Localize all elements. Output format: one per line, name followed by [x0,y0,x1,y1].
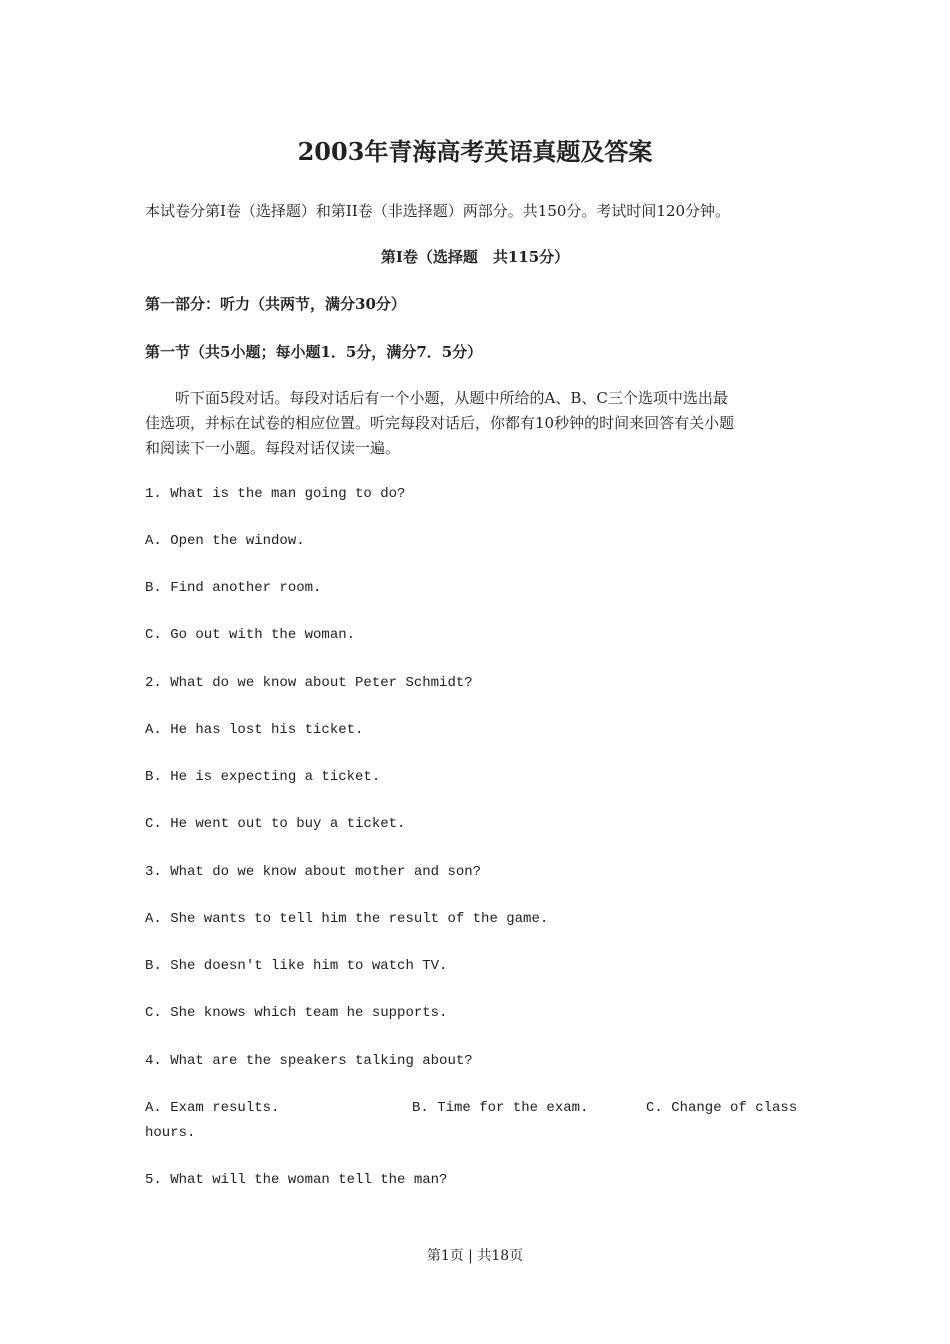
question-2-option-b: B. He is expecting a ticket. [145,769,381,785]
page-title: 2003年青海高考英语真题及答案 [297,137,653,166]
question-3-option-a: A. She wants to tell him the result of the game. [145,911,549,927]
volume-heading: 第Ⅰ卷（选择题 共115分） [380,248,570,266]
question-4-option-c: C. Change of class [646,1100,798,1116]
instructions-line: 和阅读下一小题。每段对话仅读一遍。 [145,439,401,457]
section-heading: 第一节（共5小题；每小题1．5分，满分7．5分） [145,343,483,361]
part-heading: 第一部分：听力（共两节，满分30分） [145,295,406,313]
question-4-option-c-continued: hours. [145,1125,196,1141]
instructions-line: 佳选项，并标在试卷的相应位置。听完每段对话后，你都有10秒钟的时间来回答有关小题 [145,414,735,432]
question-2: 2. What do we know about Peter Schmidt? [145,675,473,691]
question-1: 1. What is the man going to do? [145,486,406,502]
question-2-option-c: C. He went out to buy a ticket. [145,816,406,832]
question-1-option-a: A. Open the window. [145,533,305,549]
exam-intro: 本试卷分第Ⅰ卷（选择题）和第II卷（非选择题）两部分。共150分。考试时间120分钟。 [145,202,731,220]
question-3: 3. What do we know about mother and son? [145,864,482,880]
question-4: 4. What are the speakers talking about? [145,1053,473,1069]
question-5: 5. What will the woman tell the man? [145,1172,448,1188]
question-1-option-c: C. Go out with the woman. [145,627,356,643]
question-4-option-b: B. Time for the exam. [412,1100,589,1116]
instructions [145,386,815,461]
question-1-option-b: B. Find another room. [145,580,322,596]
question-4-option-a: A. Exam results. [145,1100,280,1116]
question-2-option-a: A. He has lost his ticket. [145,722,364,738]
question-3-option-c: C. She knows which team he supports. [145,1005,448,1021]
question-3-option-b: B. She doesn't like him to watch TV. [145,958,448,974]
page-footer: 第1页 | 共18页 [426,1248,524,1264]
instructions-line: 听下面5段对话。每段对话后有一个小题，从题中所给的A、B、C三个选项中选出最 [145,389,728,407]
